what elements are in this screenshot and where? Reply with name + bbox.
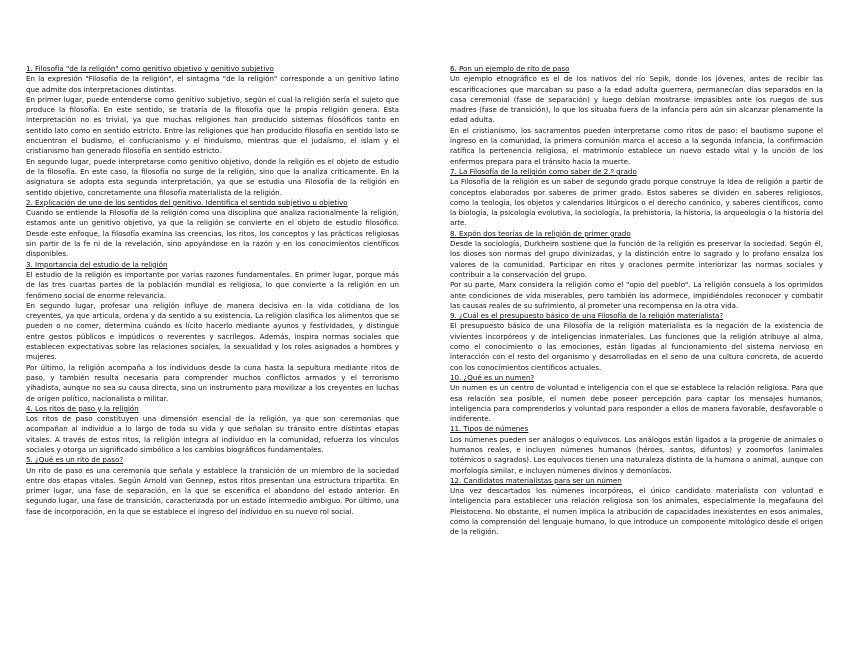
section (450, 167, 823, 229)
paragraph: Los númenes pueden ser análogos o equívocos. Los análogos están ligados a la progenie de animales o humanos reales, e incluyen númenes humanos (héroes, santos, difuntos) y zoomorfos (animales totémicos o sagrados). Los equívocos tienen una naturaleza distinta de la humana o animal, aunque con morfología similar, e incluyen númenes divinos y demoníacos. (450, 434, 823, 475)
section-title: 3. Importancia del estudio de la religión (26, 259, 168, 269)
section-title: 7. La Filosofía de la religión como saber de 2.º grado (450, 166, 637, 176)
section (450, 229, 823, 311)
section (26, 260, 399, 404)
paragraph: Por último, la religión acompaña a los individuos desde la cuna hasta la sepultura mediante ritos de paso, y también resulta necesaria para comprender muchos conflictos armados y el terrorismo yihadista, aunque no sea su causa directa, sino un instrumento para movilizar a los creyentes en luchas de origen político, nacionalista o militar. (26, 362, 399, 403)
paragraph: Un ejemplo etnográfico es el de los nativos del río Sepik, donde los jóvenes, antes de recibir las escarificaciones que marcaban su paso a la edad adulta guerrera, permanecían días separados en la casa ceremonial (fase de separación) y luego debían mostrarse impasibles ante los ruegos de sus madres (fase de transición), lo que los situaba fuera de la infancia pero aún sin alcanzar plenamente la edad adulta. (450, 74, 823, 125)
section-title: 1. Filosofía "de la religión" como genitivo objetivo y genitivo subjetivo (26, 64, 274, 73)
paragraph: Por su parte, Marx considera la religión como el "opio del pueblo". La religión consuela a los oprimidos ante condiciones de vida miserables, pero también los adormece, impidiéndoles reconocer y combatir las causas reales de su sufrimiento, al prometer una recompensa en la otra vida. (450, 280, 823, 310)
section-title: 2. Explicación de uno de los sentidos del genitivo. Identifica el sentido subjetivo u objetivo (26, 197, 348, 207)
section-title: 11. Tipos de númenes (450, 424, 529, 434)
section (26, 404, 399, 455)
section-title: 4. Los ritos de paso y la religión (26, 403, 139, 413)
paragraph: En segundo lugar, profesar una religión influye de manera decisiva en la vida cotidiana de los creyentes, ya que articula, ordena y da sentido a su existencia. La religión clasifica los alimentos que se pueden o no comer, determina cuándo es lícito hacerlo mediante ayunos y festividades, y distingue entre gestos públicos e impúdicos o reverentes y sacrílegos. Además, inspira normas sociales que establecen expectativas sobre las relaciones sociales, la sexualidad y los roles asignados a hombres y mujeres. (26, 300, 399, 362)
section (450, 424, 823, 475)
paragraph: En la expresión "Filosofía de la religión", el sintagma "de la religión" corresponde a un genitivo latino que admite dos interpretaciones distintas. (26, 74, 399, 94)
paragraph: La Filosofía de la religión es un saber de segundo grado porque construye la Idea de religión a partir de conceptos elaborados por saberes de primer grado. Estos saberes se dividen en saberes religiosos, como la teología, los objetos y calendarios litúrgicos o el derecho canónico, y saberes científicos, como la biología, la psicología evolutiva, la sociología, la prehistoria, la historia, la arqueología o la historia del arte. (450, 177, 823, 228)
section (450, 476, 823, 538)
paragraph: Desde la sociología, Durkheim sostiene que la función de la religión es preservar la sociedad. Según él, los dioses son normas del grupo divinizadas, y la distinción entre lo sagrado y lo profano ensalza los valores de la comunidad. Participar en ritos y oraciones permite interiorizar las normas sociales y contribuir a la conservación del grupo. (450, 239, 823, 279)
paragraph: El presupuesto básico de una Filosofía de la religión materialista es la negación de la existencia de vivientes incorpóreos y de inteligencias inmateriales. Las funciones que la religión atribuye al alma, como el conocimiento o las emociones, están ligadas al funcionamiento del sistema nervioso en interacción con el resto del organismo y desarrolladas en el seno de una cultura concreta, de acuerdo con los conocimientos científicos actuales. (450, 321, 823, 372)
section-title: 10. ¿Qué es un numen? (450, 372, 535, 382)
paragraph: Una vez descartados los númenes incorpóreos, el único candidato materialista con voluntad e inteligencia para establecer una relación religiosa son los animales, especialmente la megafauna del Pleistoceno. No obstante, el numen implica la atribución de capacidades inexistentes en esos animales, como la comprensión del lenguaje humano, lo que introduce un componente mitológico desde el origen de la religión. (450, 486, 823, 537)
section-title: 6. Pon un ejemplo de rito de paso (450, 64, 570, 73)
section (26, 64, 399, 198)
paragraph: Los ritos de paso constituyen una dimensión esencial de la religión, ya que son ceremonias que acompañan al individuo a lo largo de toda su vida y que señalan su tránsito entre distintas etapas vitales. A través de estos ritos, la religión integra al individuo en la comunidad, refuerza los vínculos sociales y otorga un significado simbólico a los cambios biográficos fundamentales. (26, 414, 399, 454)
section (450, 373, 823, 424)
right-column (450, 64, 823, 538)
paragraph: El estudio de la religión es importante por varias razones fundamentales. En primer lugar, porque más de las tres cuartas partes de la población mundial es religiosa, lo que convierte a la religión en un fenómeno social de enorme relevancia. (26, 269, 399, 300)
paragraph: En el cristianismo, los sacramentos pueden interpretarse como ritos de paso: el bautismo supone el ingreso en la comunidad, la primera comunión marca el acceso a la segunda infancia, la confirmación ratifica la pertenencia religiosa, el matrimonio establece un nuevo estado vital y la unción de los enfermos prepara para el tránsito hacia la muerte. (450, 125, 823, 166)
paragraph: Un numen es un centro de voluntad e inteligencia con el que se establece la relación religiosa. Para que esa relación sea posible, el numen debe poseer percepción para captar los mensajes humanos, inteligencia para comprenderlos y voluntad para responder a ellos de manera favorable, desfavorable o indiferente. (450, 383, 823, 424)
paragraph: Un rito de paso es una ceremonia que señala y establece la transición de un miembro de la sociedad entre dos etapas vitales. Según Arnold van Gennep, estos ritos presentan una estructura tripartita. En primer lugar, una fase de separación, en la que se escenifica el abandono del estado anterior. En segundo lugar, una fase de transición, caracterizada por un estado intermedio ambiguo. Por último, una fase de incorporación, en la que se establece el ingreso del individuo en su nuevo rol social. (26, 465, 399, 516)
paragraph: En segundo lugar, puede interpretarse como genitivo objetivo, donde la religión es el objeto de estudio de la filosofía. En este caso, la filosofía no surge de la religión, sino que la analiza críticamente. En la asignatura se adopta esta segunda interpretación, ya que se estudia una Filosofía de la religión en sentido objetivo, concretamente una filosofía materialista de la religión. (26, 156, 399, 197)
left-column (26, 64, 399, 517)
section-title: 8. Expón dos teorías de la religión de primer grado (450, 228, 631, 238)
section-title: 12. Candidatos materialistas para ser un númen (450, 475, 622, 485)
section-title: 9. ¿Cuál es el presupuesto básico de una Filosofía de la religión materialista? (450, 311, 724, 321)
section (450, 311, 823, 373)
section (26, 198, 399, 260)
section (450, 64, 823, 167)
section (26, 455, 399, 517)
paragraph: Cuando se entiende la Filosofía de la religión como una disciplina que analiza racionalmente la religión, estamos ante un genitivo objetivo, ya que la religión se convierte en el objeto de estudio filosófico. Desde este enfoque, la filosofía examina las creencias, los ritos, los conceptos y las prácticas religiosas sin partir de la fe ni de la revelación, sino apoyándose en la razón y en los conocimientos científicos disponibles. (26, 208, 399, 259)
paragraph: En primer lugar, puede entenderse como genitivo subjetivo, según el cual la religión sería el sujeto que produce la filosofía. En este sentido, se trataría de la filosofía que la propia religión genera. Esta interpretación no es trivial, ya que muchas religiones han producido sistemas filosóficos tanto en sentido lato como en sentido estricto. Entre las religiones que han producido filosofía en sentido lato se encuentran el budismo, el confucianismo y el hinduismo, mientras que el judaísmo, el islam y el cristianismo han generado filosofía en sentido estricto. (26, 94, 399, 156)
section-title: 5. ¿Qué es un rito de paso? (26, 455, 124, 465)
